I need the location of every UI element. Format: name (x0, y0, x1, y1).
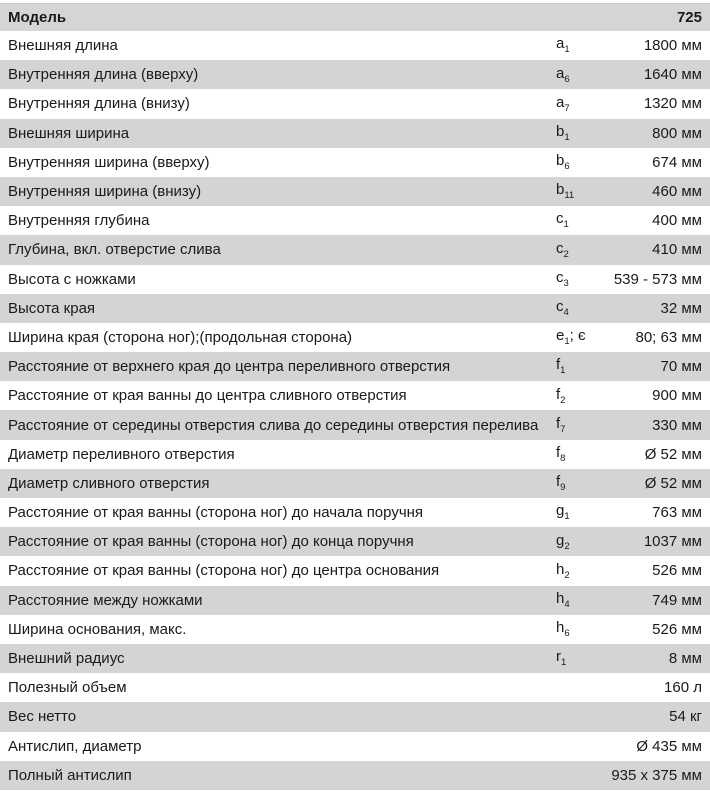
table-row (0, 323, 710, 352)
spec-symbol: $a_1$ (556, 35, 570, 56)
spec-symbol: $b_{11}$ (556, 181, 575, 202)
spec-label: Полный антислип (8, 767, 132, 783)
spec-value: 8 мм (668, 650, 702, 668)
spec-symbol: $e_1$; є (556, 327, 586, 348)
table-row (0, 732, 710, 761)
table-row (0, 498, 710, 527)
table-row (0, 586, 710, 615)
spec-label: Расстояние от середины отверстия слива до середины отверстия перелива (8, 417, 539, 433)
table-row (0, 352, 710, 381)
spec-label: Внешняя длина (8, 38, 118, 54)
spec-value: 526 мм (652, 562, 702, 580)
table-row (0, 615, 710, 644)
spec-label: Ширина края (сторона ног);(продольная сторона) (8, 329, 353, 345)
spec-value: 1640 мм (643, 66, 702, 84)
table-row (0, 410, 710, 439)
spec-label: Внутренняя ширина (вверху) (8, 154, 210, 170)
spec-symbol: $a_6$ (556, 64, 570, 85)
spec-symbol: $h_4$ (556, 589, 570, 610)
spec-label: Внешний радиус (8, 651, 125, 667)
spec-value: 1037 мм (643, 533, 702, 551)
spec-label: Внутренняя длина (внизу) (8, 96, 190, 112)
table-row (0, 31, 710, 60)
table-row (0, 177, 710, 206)
table-row (0, 265, 710, 294)
spec-symbol: $c_2$ (556, 239, 569, 260)
spec-symbol: $c_4$ (556, 298, 569, 319)
spec-symbol: $f_2$ (556, 385, 566, 406)
spec-label: Диаметр переливного отверстия (8, 446, 235, 462)
table-body (0, 31, 710, 790)
spec-label: Внутренняя длина (вверху) (8, 67, 199, 83)
spec-label: Диаметр сливного отверстия (8, 475, 210, 491)
spec-label: Внутренняя ширина (внизу) (8, 184, 202, 200)
spec-value: Ø 435 мм (636, 737, 702, 755)
spec-label: Вес нетто (8, 709, 77, 725)
spec-label: Высота с ножками (8, 271, 136, 287)
spec-label: Глубина, вкл. отверстие слива (8, 242, 221, 258)
spec-value: 539 - 573 мм (613, 270, 702, 288)
spec-value: 160 л (664, 679, 702, 697)
spec-value: Ø 52 мм (644, 474, 702, 492)
spec-label: Высота края (8, 300, 96, 316)
table-row (0, 761, 710, 790)
table-row (0, 673, 710, 702)
header-model-value: 725 (676, 9, 702, 26)
spec-value: 674 мм (652, 153, 702, 171)
spec-label: Расстояние от верхнего края до центра переливного отверстия (8, 359, 451, 375)
table-row (0, 556, 710, 585)
spec-value: 1800 мм (643, 37, 702, 55)
spec-label: Антислип, диаметр (8, 738, 142, 754)
spec-symbol: $f_8$ (556, 443, 566, 464)
spec-value: 410 мм (652, 241, 702, 259)
spec-symbol: $r_1$ (556, 648, 567, 669)
table-row (0, 294, 710, 323)
spec-symbol: $f_9$ (556, 473, 566, 494)
table-row (0, 381, 710, 410)
spec-symbol: $c_1$ (556, 210, 569, 231)
table-row (0, 644, 710, 673)
table-row (0, 235, 710, 264)
table-row (0, 206, 710, 235)
spec-value: 749 мм (652, 591, 702, 609)
spec-value: 763 мм (652, 504, 702, 522)
spec-label: Расстояние от края ванны до центра сливного отверстия (8, 388, 407, 404)
spec-symbol: $f_7$ (556, 414, 566, 435)
spec-symbol: $h_2$ (556, 560, 570, 581)
spec-label: Внутренняя глубина (8, 213, 150, 229)
spec-symbol: $g_1$ (556, 502, 570, 523)
spec-label: Расстояние от края ванны (сторона ног) до начала поручня (8, 505, 424, 521)
spec-value: 330 мм (652, 416, 702, 434)
table-row (0, 89, 710, 118)
spec-value: 900 мм (652, 387, 702, 405)
spec-value: 526 мм (652, 620, 702, 638)
spec-symbol: $h_6$ (556, 619, 570, 640)
spec-symbol: $b_6$ (556, 152, 570, 173)
spec-value: 1320 мм (643, 95, 702, 113)
spec-value: 460 мм (652, 183, 702, 201)
spec-symbol: $g_2$ (556, 531, 570, 552)
spec-label: Расстояние от края ванны (сторона ног) до центра основания (8, 563, 440, 579)
table-row (0, 60, 710, 89)
header-model-label: Модель (8, 10, 67, 25)
spec-value: 800 мм (652, 124, 702, 142)
table-row (0, 527, 710, 556)
table-row (0, 469, 710, 498)
table-row (0, 440, 710, 469)
table-header (0, 3, 710, 31)
spec-value: 935 x 375 мм (611, 766, 702, 784)
table-row (0, 119, 710, 148)
spec-label: Полезный объем (8, 680, 127, 696)
spec-value: 54 кг (669, 708, 702, 726)
spec-label: Расстояние от края ванны (сторона ног) до конца поручня (8, 534, 414, 550)
spec-value: 80; 63 мм (635, 328, 702, 346)
spec-label: Внешняя ширина (8, 125, 130, 141)
spec-label: Ширина основания, макс. (8, 621, 187, 637)
spec-symbol: $f_1$ (556, 356, 566, 377)
spec-value: 32 мм (660, 299, 702, 317)
spec-value: Ø 52 мм (644, 445, 702, 463)
spec-symbol: $a_7$ (556, 93, 570, 114)
spec-symbol: $c_3$ (556, 268, 569, 289)
spec-label: Расстояние между ножками (8, 592, 203, 608)
spec-value: 70 мм (660, 358, 702, 376)
table-row (0, 702, 710, 731)
spec-value: 400 мм (652, 212, 702, 230)
spec-symbol: $b_1$ (556, 122, 570, 143)
table-row (0, 148, 710, 177)
